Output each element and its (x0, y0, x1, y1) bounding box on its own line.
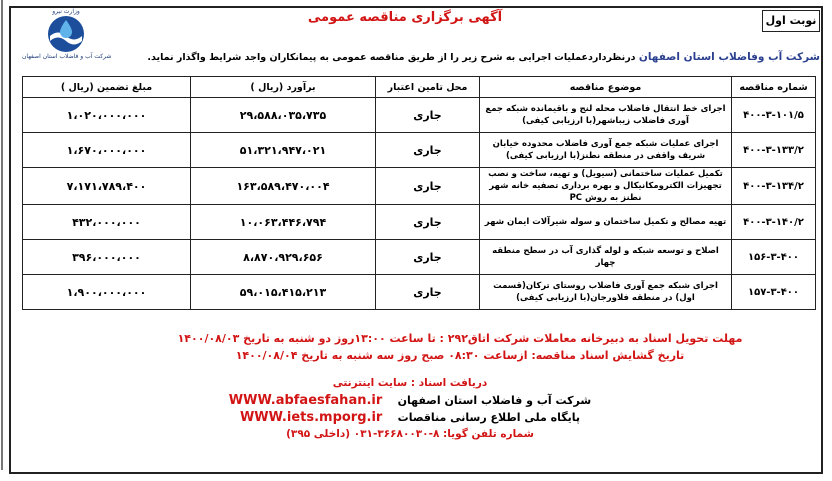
tender-subject: اجرای عملیات شبکه جمع آوری فاضلاب محدوده خیابان شریف واقفی در منطقه نطنز(با ارزیابی کیفی) (480, 133, 732, 168)
tender-number: ۴۰۰-۳-۱۳۳/۲ (732, 133, 816, 168)
tender-subject: اجرای خط انتقال فاضلاب محله لنج و باقیمانده شبکه جمع آوری فاضلاب زیباشهر(با ارزیابی کیفی) (480, 98, 732, 133)
round-badge: نوبت اول (762, 10, 820, 32)
table-row (23, 240, 816, 275)
tender-subject: اصلاح و توسعه شبکه و لوله گذاری آب در سطح منطقه چهار (480, 240, 732, 275)
tender-number: ۴۰۰-۳-۱۴۰/۲ (732, 205, 816, 240)
tender-estimate: ۱۶۳،۵۸۹،۴۷۰،۰۰۴ (191, 168, 376, 205)
tender-guarantee: ۴۳۲،۰۰۰،۰۰۰ (23, 205, 191, 240)
tender-number: ۱۵۶-۳-۴۰۰ (732, 240, 816, 275)
tender-guarantee: ۱،۶۷۰،۰۰۰،۰۰۰ (23, 133, 191, 168)
docs-source: دریافت اسناد : سایت اینترنتی (332, 377, 488, 389)
contact-block (180, 375, 640, 443)
notice-title: آگهی برگزاری مناقصه عمومی (307, 10, 503, 25)
tender-table (22, 76, 816, 310)
tender-number: ۴۰۰-۳-۱۳۴/۲ (732, 168, 816, 205)
intro-body: درنظرداردعملیات اجرایی به شرح زیر را از طریق مناقصه عمومی به پیمانکاران واجد شرایط واگذار نماید. (147, 52, 639, 63)
logo-ministry-text: وزارت نیرو (52, 8, 80, 15)
tender-subject: اجرای شبکه جمع آوری فاضلاب روستای ترکان(قسمت اول) در منطقه فلاورجان(با ارزیابی کیفی) (480, 275, 732, 310)
tender-funding: جاری (376, 98, 480, 133)
company-url-link[interactable]: WWW.abfaesfahan.ir (228, 393, 383, 408)
deadlines-block (150, 330, 770, 364)
tender-number: ۴۰۰-۳-۱۰۱/۵ (732, 98, 816, 133)
tender-guarantee: ۱،۹۰۰،۰۰۰،۰۰۰ (23, 275, 191, 310)
tender-estimate: ۵۹،۰۱۵،۴۱۵،۲۱۳ (191, 275, 376, 310)
company-name: شرکت آب و فاضلاب استان اصفهان (397, 394, 592, 407)
company-logo (22, 8, 110, 66)
tender-estimate: ۸،۸۷۰،۹۲۹،۶۵۶ (191, 240, 376, 275)
table-row (23, 275, 816, 310)
tender-guarantee: ۱،۰۲۰،۰۰۰،۰۰۰ (23, 98, 191, 133)
tender-guarantee: ۳۹۶،۰۰۰،۰۰۰ (23, 240, 191, 275)
col-header-estimate: برآورد (ریال ) (191, 77, 376, 98)
water-drop-logo-icon (47, 15, 85, 53)
intro-org: شرکت آب وفاضلاب استان اصفهان (638, 51, 820, 63)
table-row (23, 133, 816, 168)
tender-estimate: ۵۱،۳۲۱،۹۴۷،۰۲۱ (191, 133, 376, 168)
table-row (23, 168, 816, 205)
tender-funding: جاری (376, 240, 480, 275)
left-edge-rule (1, 0, 3, 470)
col-header-funding: محل تامین اعتبار (376, 77, 480, 98)
table-row (23, 205, 816, 240)
portal-url-link[interactable]: WWW.iets.mporg.ir (239, 410, 383, 425)
col-header-number: شماره مناقصه (732, 77, 816, 98)
tender-subject: تهیه مصالح و تکمیل ساختمان و سوله شیرآلات ایمان شهر (480, 205, 732, 240)
tender-funding: جاری (376, 168, 480, 205)
col-header-subject: موضوع مناقصه (480, 77, 732, 98)
table-row (23, 98, 816, 133)
portal-line (180, 409, 640, 426)
tender-number: ۱۵۷-۳-۴۰۰ (732, 275, 816, 310)
table-header-row (23, 77, 816, 98)
company-line (180, 392, 640, 409)
tender-subject: تکمیل عملیات ساختمانی (سیویل) و تهیه، ساخت و نصب تجهیزات الکترومکانیکال و بهره برداری تصفیه خانه شهر نطنز به روش PC (480, 168, 732, 205)
intro-text (120, 51, 820, 63)
tender-funding: جاری (376, 205, 480, 240)
delivery-deadline: مهلت تحویل اسناد به دبیرخانه معاملات شرکت اتاق۲۹۲ : تا ساعت ۱۳:۰۰روز دو شنبه به تاریخ ۱۴۰۰/۰۸/۰۳ (177, 332, 743, 345)
tender-funding: جاری (376, 133, 480, 168)
opening-date: تاریخ گشایش اسناد مناقصه: ازساعت ۰۸:۳۰ صبح روز سه شنبه به تاریخ ۱۴۰۰/۰۸/۰۴ (235, 349, 685, 362)
tender-estimate: ۲۹،۵۸۸،۰۳۵،۷۳۵ (191, 98, 376, 133)
portal-name: پایگاه ملی اطلاع رسانی مناقصات (397, 411, 581, 424)
col-header-guarantee: مبلغ تضمین (ریال ) (23, 77, 191, 98)
tender-guarantee: ۷،۱۷۱،۷۸۹،۴۰۰ (23, 168, 191, 205)
logo-company-text: شرکت آب و فاضلاب استان اصفهان (22, 53, 112, 60)
tender-funding: جاری (376, 275, 480, 310)
tender-estimate: ۱۰،۰۶۳،۴۴۶،۷۹۴ (191, 205, 376, 240)
phone-number: شماره تلفن گویا: ۸-۳۶۶۸۰۰۳۰-۰۳۱ (داخلی ۳۹۵) (286, 428, 534, 440)
